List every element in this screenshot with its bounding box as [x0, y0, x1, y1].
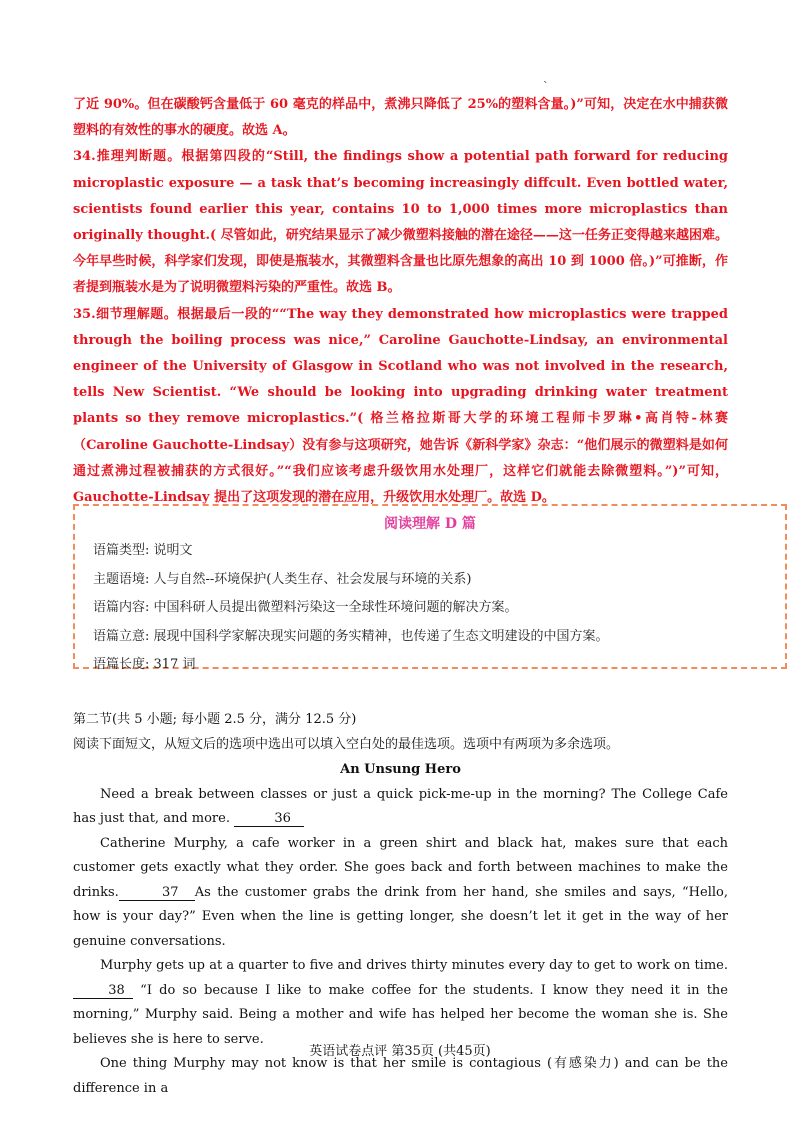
paragraph-1 — [73, 783, 728, 832]
page-footer: 英语试卷点评 第35页 (共45页) — [309, 1044, 491, 1059]
stray-tick-mark: ` — [543, 80, 549, 93]
info-row-content: 语篇内容: 中国科研人员提出微塑料污染这一全球性环境问题的解决方案。 — [93, 600, 518, 615]
answer-explanations — [73, 92, 728, 511]
paragraph-3b-text: “I do so because I like to make coffee for the students. I know they need it in the morning,” Murphy said. Being a mother and wife has helped her become the woman she is. She believes she is here to serve. — [73, 982, 728, 1047]
blank-38[interactable]: 38 — [73, 983, 133, 999]
paragraph-1-text: Need a break between classes or just a quick pick-me-up in the morning? The College Cafe has just that, and more. — [73, 786, 728, 826]
passage-title: An Unsung Hero — [340, 762, 461, 777]
section-instruction: 阅读下面短文，从短文后的选项中选出可以填入空白处的最佳选项。选项中有两项为多余选项。 — [73, 736, 620, 752]
passage-info-box — [73, 504, 787, 672]
paragraph-3 — [73, 954, 728, 1052]
paragraph-2a-text: Catherine Murphy, a cafe worker in a green shirt and black hat, makes sure that each customer gets exactly what they order. She goes back and forth between machines to make the drinks. — [73, 835, 728, 900]
info-row-purpose: 语篇立意: 展现中国科学家解决现实问题的务实精神，也传递了生态文明建设的中国方案。 — [93, 628, 609, 644]
answer-33-continuation: 了近 90%。但在碳酸钙含量低于 60 毫克的样品中，煮沸只降低了 25%的塑料含量。)”可知，决定在水中捕获微塑料的有效性的事水的硬度。故选 A。 — [73, 97, 728, 139]
paragraph-4: One thing Murphy may not know is that her smile is contagious (有感染力) and can be the difference in a — [73, 1056, 728, 1096]
paragraph-2 — [73, 832, 728, 955]
info-row-type: 语篇类型: 说明文 — [93, 543, 193, 558]
paragraph-3a-text: Murphy gets up at a quarter to five and drives thirty minutes every day to get to work on time. — [100, 958, 728, 973]
section-heading: 第二节(共 5 小题; 每小题 2.5 分，满分 12.5 分) — [73, 712, 357, 727]
answer-35: 35.细节理解题。根据最后一段的““The way they demonstrated how microplastics were trapped through the boiling process was nice,” Caroline Gauchotte-Lindsay, an environmental engineer of the University of Glasgow in Scotland who was not involved in the research, tells New Scientist. “We should be looking into upgrading drinking water treatment plants so they remove microplastics.”( 格兰格拉斯哥大学的环境工程师卡罗琳•高肖特-林赛（Caroline Gauchotte-Lindsay）没有参与这项研究，她告诉《新科学家》杂志：“他们展示的微塑料是如何通过煮沸过程被捕获的方式很好。”“我们应该考虑升级饮用水处理厂，这样它们就能去除微塑料。”)”可知，Gauchotte-Lindsay 提出了这项发现的潜在应用，升级饮用水处理厂。故选 D。 — [73, 306, 728, 506]
paragraph-2b-text: As the customer grabs the drink from her hand, she smiles and says, “Hello, how is your day?” Even when the line is getting longer, she doesn’t let it get in the way of her genuine conversations. — [73, 884, 728, 949]
info-row-theme: 主题语境: 人与自然--环境保护(人类生存、社会发展与环境的关系) — [93, 571, 472, 587]
blank-36[interactable]: 36 — [234, 811, 304, 827]
info-row-length: 语篇长度: 317 词 — [93, 657, 196, 672]
answer-34: 34.推理判断题。根据第四段的“Still, the findings show a potential path forward for reducing microplastic exposure — a task that’s becoming increasingly diffcult. Even bottled water, scientists found earlier this year, contains 10 to 1,000 times more microplastics than originally thought.( 尽管如此，研究结果显示了减少微塑料接触的潜在途径——这一任务正变得越来越困难。今年早些时候，科学家们发现，即使是瓶装水，其微塑料含量也比原先想象的高出 10 到 1000 倍。)”可推断，作者提到瓶装水是为了说明微塑料污染的严重性。故选 B。 — [73, 149, 728, 296]
blank-37[interactable]: 37 — [119, 885, 195, 901]
info-box-title: 阅读理解 D 篇 — [384, 516, 476, 532]
